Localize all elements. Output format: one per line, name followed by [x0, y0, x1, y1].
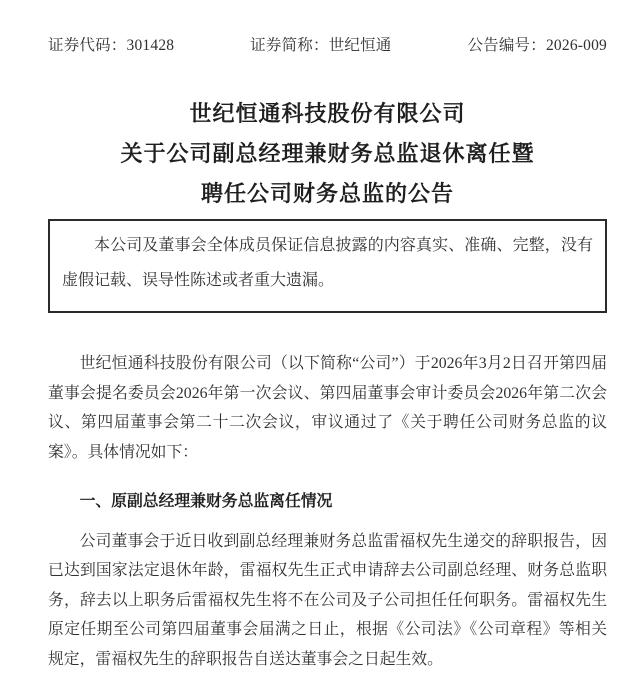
announcement-subject-line1: 关于公司副总经理兼财务总监退休离任暨	[120, 141, 535, 166]
announcement-number-label: 公告编号：	[467, 37, 546, 54]
announcement-number-value: 2026-009	[545, 37, 607, 54]
section1-heading: 一、原副总经理兼财务总监离任情况	[79, 493, 333, 510]
header-row	[48, 36, 607, 56]
company-name-title: 世纪恒通科技股份有限公司	[189, 101, 466, 126]
intro-paragraph: 世纪恒通科技股份有限公司（以下简称“公司”）于2026年3月2日召开第四届董事会提名委员会2026年第一次会议、第四届董事会审计委员会2026年第二次会议、第四届董事会第二十二次会议，审议通过了《关于聘任公司财务总监的议案》。具体情况如下：	[48, 355, 607, 461]
stock-abbr-label: 证券简称：	[250, 37, 329, 54]
stock-code	[48, 36, 174, 56]
announcement-subject-line2: 聘任公司财务总监的公告	[200, 181, 454, 206]
disclaimer-box	[48, 219, 607, 313]
stock-abbr	[250, 36, 391, 56]
stock-code-label: 证券代码：	[48, 37, 127, 54]
announcement-number	[467, 36, 607, 56]
title-block	[48, 94, 607, 214]
stock-code-value: 301428	[126, 37, 175, 54]
stock-abbr-value: 世纪恒通	[328, 37, 392, 54]
disclaimer-text: 本公司及董事会全体成员保证信息披露的内容真实、准确、完整，没有虚假记载、误导性陈述或者重大遗漏。	[62, 237, 593, 289]
section1-paragraph: 公司董事会于近日收到副总经理兼财务总监雷福权先生递交的辞职报告，因已达到国家法定退休年龄，雷福权先生正式申请辞去公司副总经理、财务总监职务，辞去以上职务后雷福权先生将不在公司及子公司担任任何职务。雷福权先生原定任期至公司第四届董事会届满之日止，根据《公司法》《公司章程》等相关规定，雷福权先生的辞职报告自送达董事会之日起生效。	[48, 532, 607, 668]
